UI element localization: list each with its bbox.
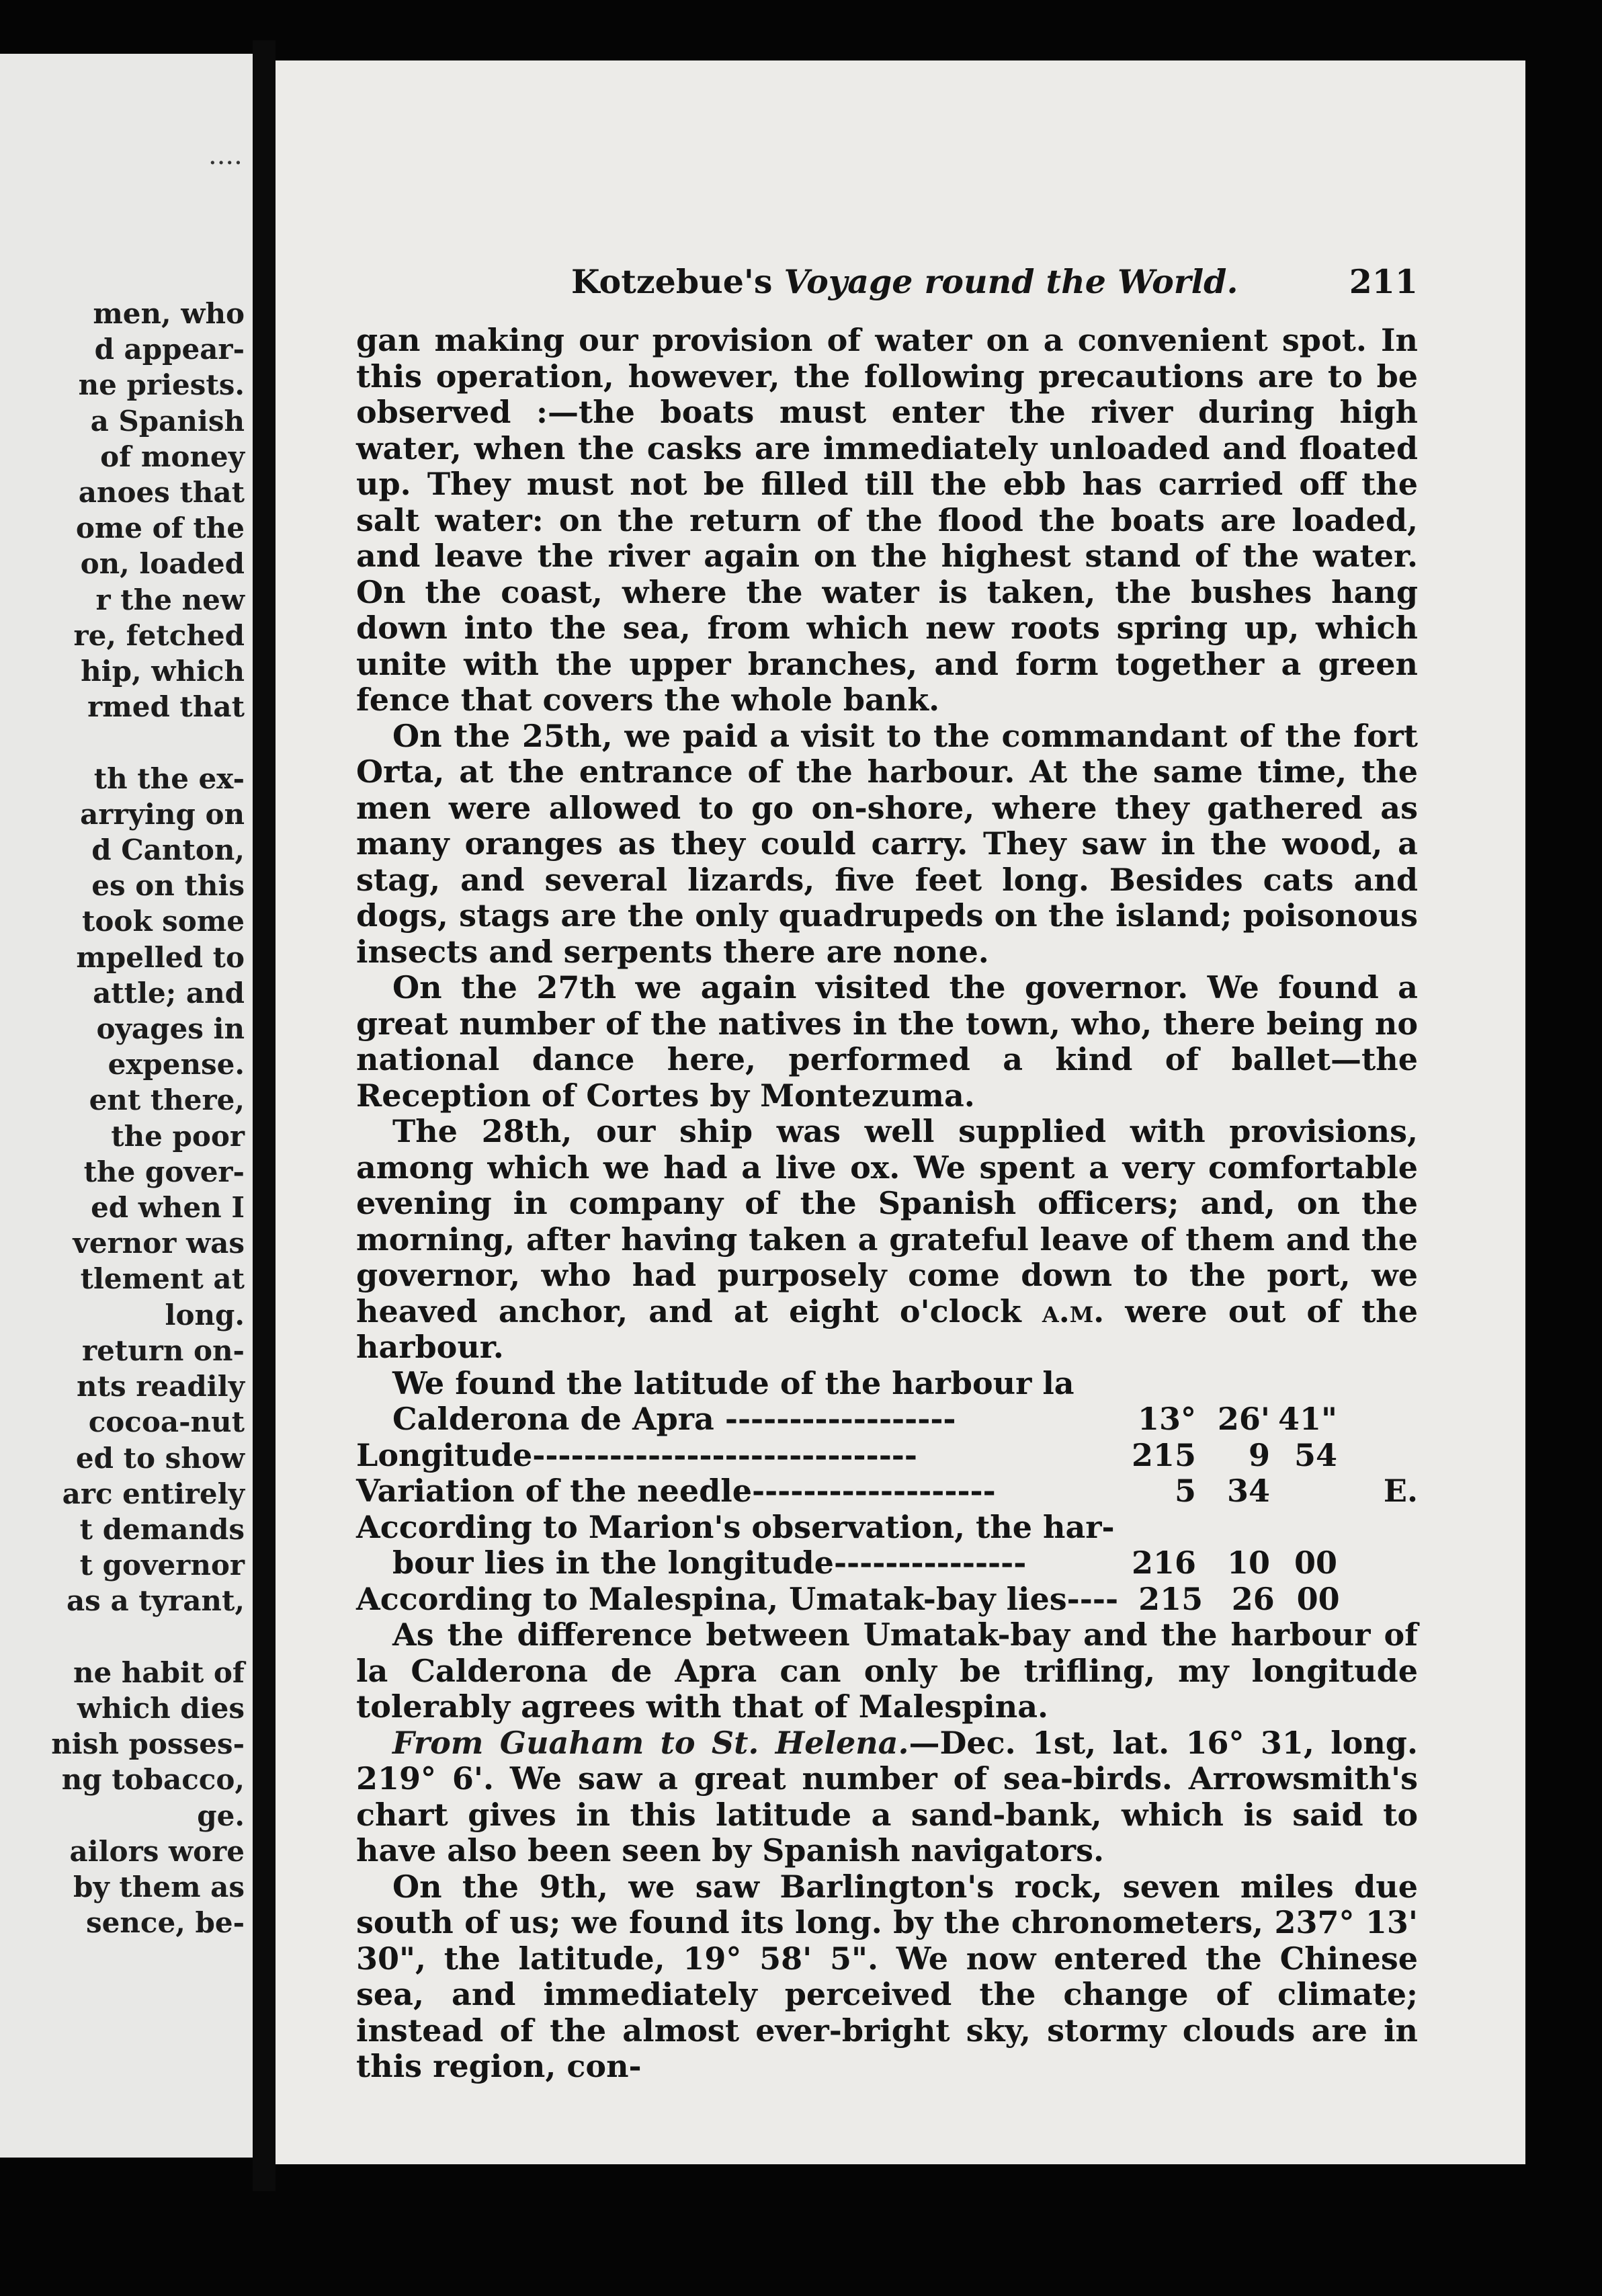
- paragraph-guaham: [356, 1725, 1418, 1869]
- row-label: According to Marion's observation, the har-: [356, 1508, 1115, 1545]
- paragraph-9th: On the 9th, we saw Barlington's rock, seven miles due south of us; we found its long. by the chronometers, 237° 13' 30", the latitude, 19° 58' 5". We now entered the Chinese sea, and immediately perceived the change of climate; instead of the almost ever-bright sky, stormy clouds are in this region, con-: [356, 1868, 1418, 2084]
- facing-line: ome of the: [75, 511, 245, 545]
- direction: [1340, 1582, 1418, 1618]
- facing-page-fragment: [0, 54, 253, 2158]
- position-table: [356, 1401, 1418, 1617]
- degrees: 13°: [1137, 1401, 1196, 1437]
- row-label: Variation of the needle-------------------: [356, 1473, 996, 1509]
- degrees: 215: [1138, 1580, 1204, 1617]
- facing-line: re, fetched: [73, 618, 245, 652]
- minutes: 26': [1217, 1401, 1270, 1437]
- facing-line: expense.: [108, 1048, 245, 1081]
- facing-line: sence, be-: [86, 1906, 245, 1940]
- facing-line: [0, 1619, 253, 1655]
- facing-line: by them as: [73, 1870, 245, 1903]
- row-label: bour lies in the longitude---------------: [392, 1545, 1027, 1581]
- facing-line: t governor: [79, 1549, 245, 1582]
- seconds: 00: [1294, 1545, 1337, 1581]
- minutes: 10: [1226, 1545, 1270, 1581]
- paragraph-28th-end: were out of the harbour.: [356, 1293, 1418, 1365]
- facing-line: ed to show: [75, 1441, 245, 1475]
- direction: [1337, 1438, 1418, 1474]
- margin-marks: ····: [208, 148, 243, 179]
- paragraph-difference: As the difference between Umatak-bay and the harbour of la Calderona de Apra can only be trifling, my longitude tolerably agrees with that of Malespina.: [356, 1616, 1418, 1725]
- facing-line: as a tyrant,: [66, 1584, 245, 1618]
- seconds: 41": [1278, 1401, 1337, 1437]
- degrees: 5: [1174, 1473, 1196, 1509]
- running-head-prefix: Kotzebue's: [571, 262, 784, 301]
- minutes: 34: [1226, 1473, 1270, 1509]
- facing-line: ne habit of: [73, 1655, 245, 1689]
- facing-line: the poor: [111, 1119, 245, 1153]
- facing-line: ailors wore: [69, 1834, 245, 1868]
- facing-line: nish posses-: [51, 1727, 245, 1761]
- position-row: [356, 1582, 1418, 1618]
- book-gutter: [253, 40, 276, 2191]
- facing-line: ed when I: [91, 1191, 245, 1225]
- section-lead: From Guaham to St. Helena.: [392, 1724, 909, 1761]
- degrees: 216: [1131, 1545, 1196, 1581]
- minutes: 9: [1248, 1436, 1270, 1473]
- position-row: [356, 1510, 1418, 1546]
- running-head-title: Voyage round the World.: [784, 262, 1238, 301]
- facing-line: d Canton,: [91, 833, 245, 867]
- facing-line: [0, 725, 253, 760]
- facing-line: arc entirely: [62, 1477, 245, 1510]
- facing-line: r the new: [95, 583, 245, 616]
- facing-line: arrying on: [80, 797, 245, 831]
- position-row: [356, 1545, 1418, 1582]
- page: [208, 60, 1525, 2164]
- facing-line: rmed that: [87, 690, 245, 724]
- facing-line: tlement at: [80, 1262, 245, 1296]
- paragraph-27th: On the 27th we again visited the governor. We found a great number of the natives in the town, who, there being no national dance here, performed a kind of ballet—the Reception of Cortes by Montezuma.: [356, 969, 1418, 1114]
- minutes: 26: [1231, 1580, 1275, 1617]
- facing-line: th the ex-: [93, 762, 245, 795]
- facing-line: ge.: [197, 1799, 245, 1832]
- latitude-intro: We found the latitude of the harbour la: [392, 1364, 1074, 1401]
- facing-line: men, who: [93, 297, 245, 330]
- degrees: 215: [1131, 1436, 1196, 1473]
- facing-line: a Spanish: [90, 404, 245, 438]
- seconds: [1273, 1510, 1339, 1546]
- position-row: [356, 1438, 1418, 1474]
- facing-line: took some: [82, 905, 245, 938]
- paragraph-guaham-text: —Dec. 1st, lat. 16° 31, long. 219° 6'. We saw a great number of sea-birds. Arrowsmith's chart gives in this latitude a sand-bank, which is said to have also been seen by Spanish navigators.: [356, 1724, 1418, 1869]
- facing-line: t demands: [79, 1512, 245, 1546]
- facing-line: return on-: [81, 1334, 245, 1367]
- facing-line: nts readily: [77, 1370, 245, 1403]
- row-label: Longitude------------------------------: [356, 1436, 917, 1473]
- facing-line: es on this: [91, 869, 245, 903]
- facing-line: d appear-: [94, 333, 245, 366]
- facing-line: anoes that: [78, 476, 245, 509]
- facing-line: ng tobacco,: [61, 1763, 245, 1797]
- direction: E.: [1383, 1473, 1418, 1509]
- paragraph-28th: [356, 1114, 1418, 1366]
- row-label: Calderona de Apra ------------------: [392, 1401, 956, 1437]
- facing-line: attle; and: [93, 976, 245, 1010]
- direction: [1337, 1401, 1418, 1438]
- direction: [1339, 1510, 1418, 1546]
- seconds: 54: [1294, 1436, 1337, 1473]
- page-number: 211: [1349, 262, 1418, 301]
- facing-line: hip, which: [81, 655, 245, 688]
- seconds: [1270, 1473, 1337, 1510]
- facing-line: long.: [165, 1298, 245, 1331]
- facing-line: of money: [100, 440, 245, 473]
- time-abbrev: a.m.: [1042, 1293, 1105, 1329]
- body-text: [356, 323, 1418, 2085]
- facing-page-line-fragments: [0, 296, 253, 1940]
- facing-line: mpelled to: [76, 940, 245, 974]
- facing-line: which dies: [77, 1691, 245, 1725]
- facing-line: cocoa-nut: [88, 1405, 245, 1439]
- facing-line: on, loaded: [80, 547, 245, 581]
- direction: [1337, 1545, 1418, 1582]
- running-head: [571, 262, 1418, 301]
- facing-line: oyages in: [96, 1012, 245, 1046]
- paragraph-28th-text: The 28th, our ship was well supplied with provisions, among which we had a live ox. We spent a very comfortable evening in company of the Spanish officers; and, on the morning, after having taken a grateful leave of them and the governor, who had purposely come down to the port, we heaved anchor, and at eight o'clock: [356, 1113, 1418, 1329]
- facing-line: ent there,: [89, 1083, 245, 1117]
- minutes: [1200, 1510, 1273, 1546]
- position-row: [356, 1401, 1418, 1438]
- row-label: According to Malespina, Umatak-bay lies----: [356, 1580, 1119, 1617]
- facing-line: ne priests.: [78, 368, 245, 402]
- degrees: [1115, 1510, 1201, 1546]
- facing-line: vernor was: [73, 1227, 245, 1260]
- seconds: 00: [1296, 1580, 1340, 1617]
- facing-line: the gover-: [83, 1155, 245, 1188]
- paragraph-25th: On the 25th, we paid a visit to the commandant of the fort Orta, at the entrance of the harbour. At the same time, the men were allowed to go on-shore, where they gathered as many oranges as they could carry. They saw in the wood, a stag, and several lizards, five feet long. Besides cats and dogs, stags are the only quadrupeds on the island; poisonous insects and serpents there are none.: [356, 717, 1418, 970]
- position-row: [356, 1473, 1418, 1510]
- paragraph-continued: gan making our provision of water on a convenient spot. In this operation, however, the following precautions are to be observed :—the boats must enter the river during high water, when the casks are immediately unloaded and floated up. They must not be filled till the ebb has carried off the salt water: on the return of the flood the boats are loaded, and leave the river again on the highest stand of the water. On the coast, where the water is taken, the bushes hang down into the sea, from which new roots spring up, which unite with the upper branches, and form together a green fence that covers the whole bank.: [356, 322, 1418, 718]
